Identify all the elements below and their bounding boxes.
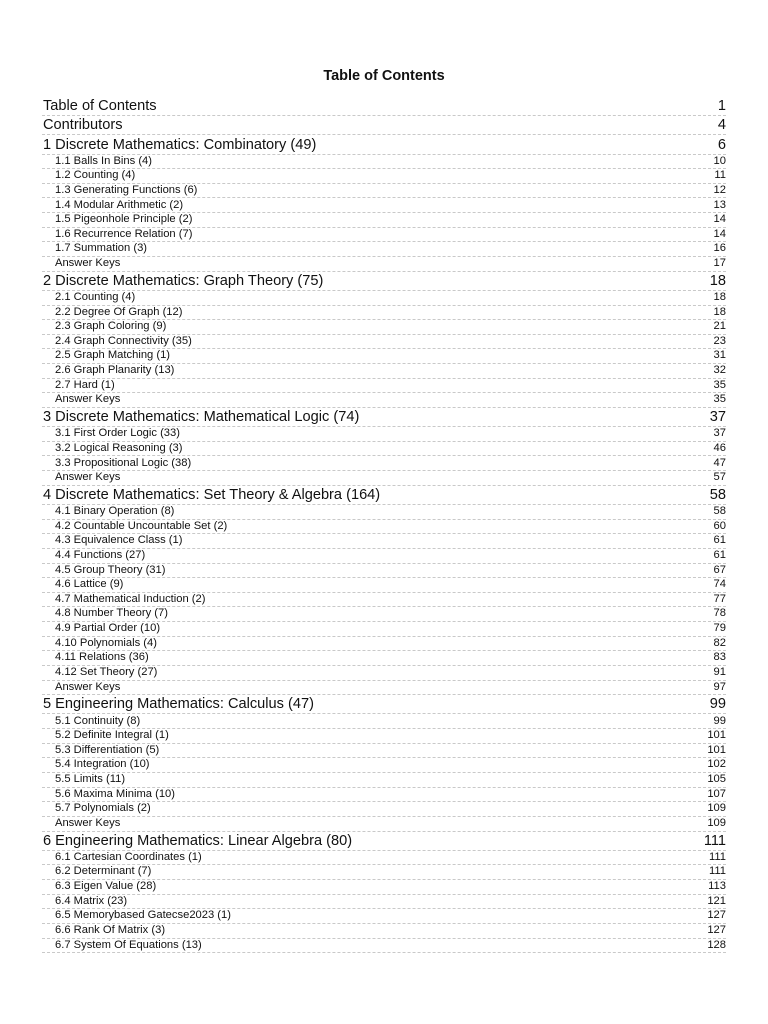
toc-section-entry[interactable] xyxy=(42,578,726,593)
toc-entry-label: Answer Keys xyxy=(55,471,121,484)
toc-section-entry[interactable] xyxy=(42,714,726,729)
toc-section-entry[interactable] xyxy=(42,802,726,817)
toc-page-number: 107 xyxy=(707,787,726,800)
toc-page-number: 83 xyxy=(713,651,726,664)
toc-section-entry[interactable] xyxy=(42,666,726,681)
toc-section-entry[interactable] xyxy=(42,520,726,535)
toc-entry-label: 3 Discrete Mathematics: Mathematical Logic (74) xyxy=(43,409,360,426)
toc-page-number: 10 xyxy=(713,154,726,167)
toc-section-entry[interactable] xyxy=(42,456,726,471)
toc-entry-label: 6.2 Determinant (7) xyxy=(55,865,152,878)
toc-page-number: 57 xyxy=(713,471,726,484)
toc-section-entry[interactable] xyxy=(42,379,726,394)
toc-entry-label: Answer Keys xyxy=(55,257,121,270)
toc-page-number: 35 xyxy=(713,378,726,391)
toc-page-number: 97 xyxy=(713,680,726,693)
toc-entry-label: 5.4 Integration (10) xyxy=(55,758,150,771)
toc-entry-label: 6.3 Eigen Value (28) xyxy=(55,880,157,893)
toc-entry-label: 1.6 Recurrence Relation (7) xyxy=(55,227,193,240)
toc-chapter-entry[interactable] xyxy=(42,135,726,154)
toc-section-entry[interactable] xyxy=(42,393,726,408)
toc-entry-label: 6.5 Memorybased Gatecse2023 (1) xyxy=(55,909,231,922)
toc-page-number: 13 xyxy=(713,198,726,211)
toc-section-entry[interactable] xyxy=(42,880,726,895)
toc-section-entry[interactable] xyxy=(42,257,726,272)
toc-section-entry[interactable] xyxy=(42,349,726,364)
toc-section-entry[interactable] xyxy=(42,939,726,954)
toc-page-number: 61 xyxy=(713,534,726,547)
toc-entry-label: 4.1 Binary Operation (8) xyxy=(55,504,175,517)
toc-page-number: 60 xyxy=(713,519,726,532)
toc-chapter-entry[interactable] xyxy=(42,116,726,135)
toc-section-entry[interactable] xyxy=(42,242,726,257)
toc-entry-label: 2.3 Graph Coloring (9) xyxy=(55,320,167,333)
toc-entry-label: 6.7 System Of Equations (13) xyxy=(55,938,202,951)
toc-section-entry[interactable] xyxy=(42,637,726,652)
toc-page-number: 17 xyxy=(713,257,726,270)
toc-chapter-entry[interactable] xyxy=(42,832,726,851)
toc-page-number: 67 xyxy=(713,563,726,576)
toc-page-number: 79 xyxy=(713,622,726,635)
toc-entry-label: 5.7 Polynomials (2) xyxy=(55,802,151,815)
toc-entry-label: 5.5 Limits (11) xyxy=(55,773,126,786)
toc-page-number: 99 xyxy=(713,714,726,727)
toc-page-number: 128 xyxy=(707,938,726,951)
toc-page-number: 32 xyxy=(713,364,726,377)
toc-chapter-entry[interactable] xyxy=(42,486,726,505)
toc-chapter-entry[interactable] xyxy=(42,695,726,714)
toc-page-number: 23 xyxy=(713,334,726,347)
toc-entry-label: 3.2 Logical Reasoning (3) xyxy=(55,441,183,454)
toc-entry-label: 4.5 Group Theory (31) xyxy=(55,563,166,576)
toc-page-number: 111 xyxy=(703,832,726,849)
toc-entry-label: 4.6 Lattice (9) xyxy=(55,578,124,591)
toc-section-entry[interactable] xyxy=(42,335,726,350)
toc-entry-label: 2 Discrete Mathematics: Graph Theory (75) xyxy=(43,272,324,289)
toc-page-number: 101 xyxy=(707,743,726,756)
toc-section-entry[interactable] xyxy=(42,788,726,803)
toc-section-entry[interactable] xyxy=(42,773,726,788)
toc-page-number: 78 xyxy=(713,607,726,620)
toc-section-entry[interactable] xyxy=(42,607,726,622)
toc-section-entry[interactable] xyxy=(42,364,726,379)
toc-entry-label: 5.2 Definite Integral (1) xyxy=(55,729,169,742)
toc-section-entry[interactable] xyxy=(42,505,726,520)
toc-section-entry[interactable] xyxy=(42,851,726,866)
toc-page-number: 1 xyxy=(717,98,726,115)
toc-section-entry[interactable] xyxy=(42,593,726,608)
toc-section-entry[interactable] xyxy=(42,909,726,924)
toc-entry-label: Answer Keys xyxy=(55,680,121,693)
toc-entry-label: 4 Discrete Mathematics: Set Theory & Algebra (164) xyxy=(43,486,381,503)
toc-entry-label: Contributors xyxy=(43,117,123,134)
toc-page-number: 47 xyxy=(713,456,726,469)
toc-section-entry[interactable] xyxy=(42,729,726,744)
toc-page-number: 109 xyxy=(707,802,726,815)
toc-entry-label: 4.2 Countable Uncountable Set (2) xyxy=(55,519,228,532)
toc-section-entry[interactable] xyxy=(42,184,726,199)
toc-page-number: 101 xyxy=(707,729,726,742)
toc-section-entry[interactable] xyxy=(42,865,726,880)
toc-page-number: 91 xyxy=(713,666,726,679)
toc-page-number: 46 xyxy=(713,441,726,454)
toc-entry-label: 5.6 Maxima Minima (10) xyxy=(55,787,175,800)
toc-section-entry[interactable] xyxy=(42,564,726,579)
toc-entry-label: 1.7 Summation (3) xyxy=(55,242,148,255)
toc-page-number: 74 xyxy=(713,578,726,591)
toc-entry-label: 3.3 Propositional Logic (38) xyxy=(55,456,192,469)
toc-entry-label: 4.12 Set Theory (27) xyxy=(55,666,158,679)
toc-page-number: 127 xyxy=(707,909,726,922)
toc-page-number: 11 xyxy=(714,169,726,182)
toc-chapter-entry[interactable] xyxy=(42,97,726,116)
toc-page-number: 14 xyxy=(713,213,726,226)
toc-entry-label: 4.8 Number Theory (7) xyxy=(55,607,168,620)
toc-section-entry[interactable] xyxy=(42,213,726,228)
toc-section-entry[interactable] xyxy=(42,169,726,184)
toc-entry-label: Answer Keys xyxy=(55,393,121,406)
table-of-contents xyxy=(42,97,726,953)
toc-section-entry[interactable] xyxy=(42,651,726,666)
toc-entry-label: 4.3 Equivalence Class (1) xyxy=(55,534,183,547)
toc-page-number: 18 xyxy=(709,272,726,289)
toc-page-number: 61 xyxy=(713,548,726,561)
toc-section-entry[interactable] xyxy=(42,155,726,170)
toc-page-number: 102 xyxy=(707,758,726,771)
toc-page-number: 31 xyxy=(713,349,726,362)
toc-entry-label: 3.1 First Order Logic (33) xyxy=(55,427,180,440)
toc-section-entry[interactable] xyxy=(42,924,726,939)
toc-page-number: 109 xyxy=(707,816,726,829)
toc-entry-label: 4.9 Partial Order (10) xyxy=(55,622,161,635)
toc-entry-label: 1.3 Generating Functions (6) xyxy=(55,183,198,196)
toc-chapter-entry[interactable] xyxy=(42,272,726,291)
toc-entry-label: 2.5 Graph Matching (1) xyxy=(55,349,171,362)
toc-entry-label: 4.10 Polynomials (4) xyxy=(55,636,157,649)
toc-page-number: 113 xyxy=(708,880,726,893)
toc-section-entry[interactable] xyxy=(42,549,726,564)
toc-entry-label: 4.4 Functions (27) xyxy=(55,548,146,561)
toc-page-number: 35 xyxy=(713,393,726,406)
toc-page-number: 16 xyxy=(713,242,726,255)
toc-page-number: 6 xyxy=(717,136,726,153)
toc-entry-label: 1.5 Pigeonhole Principle (2) xyxy=(55,213,193,226)
toc-entry-label: 2.4 Graph Connectivity (35) xyxy=(55,334,192,347)
toc-page-number: 111 xyxy=(708,865,726,878)
toc-page-number: 4 xyxy=(717,117,726,134)
toc-section-entry[interactable] xyxy=(42,622,726,637)
toc-section-entry[interactable] xyxy=(42,744,726,759)
toc-page-number: 58 xyxy=(713,504,726,517)
toc-entry-label: 6 Engineering Mathematics: Linear Algebra (80) xyxy=(43,832,353,849)
toc-page-number: 18 xyxy=(713,305,726,318)
toc-page-number: 121 xyxy=(707,894,726,907)
toc-page-number: 111 xyxy=(708,850,726,863)
toc-entry-label: Table of Contents xyxy=(43,98,157,115)
toc-page-number: 12 xyxy=(713,183,726,196)
toc-entry-label: 2.6 Graph Planarity (13) xyxy=(55,364,175,377)
toc-section-entry[interactable] xyxy=(42,442,726,457)
toc-section-entry[interactable] xyxy=(42,198,726,213)
toc-page-number: 105 xyxy=(707,773,726,786)
toc-page-number: 14 xyxy=(713,227,726,240)
toc-chapter-entry[interactable] xyxy=(42,408,726,427)
toc-entry-label: 2.1 Counting (4) xyxy=(55,290,136,303)
toc-page-number: 99 xyxy=(709,696,726,713)
toc-section-entry[interactable] xyxy=(42,471,726,486)
toc-entry-label: 4.7 Mathematical Induction (2) xyxy=(55,592,206,605)
toc-entry-label: 6.6 Rank Of Matrix (3) xyxy=(55,924,166,937)
toc-page-number: 37 xyxy=(709,409,726,426)
toc-section-entry[interactable] xyxy=(42,306,726,321)
toc-section-entry[interactable] xyxy=(42,681,726,696)
toc-section-entry[interactable] xyxy=(42,534,726,549)
toc-section-entry[interactable] xyxy=(42,895,726,910)
toc-section-entry[interactable] xyxy=(42,427,726,442)
toc-entry-label: 6.1 Cartesian Coordinates (1) xyxy=(55,850,202,863)
toc-page-number: 77 xyxy=(713,592,726,605)
toc-page-number: 58 xyxy=(709,486,726,503)
toc-entry-label: 5.3 Differentiation (5) xyxy=(55,743,160,756)
toc-section-entry[interactable] xyxy=(42,758,726,773)
toc-page-number: 21 xyxy=(713,320,726,333)
toc-entry-label: 4.11 Relations (36) xyxy=(55,651,149,664)
toc-entry-label: 1 Discrete Mathematics: Combinatory (49) xyxy=(43,136,317,153)
toc-page-number: 37 xyxy=(713,427,726,440)
toc-entry-label: 2.7 Hard (1) xyxy=(55,378,115,391)
toc-entry-label: 2.2 Degree Of Graph (12) xyxy=(55,305,183,318)
toc-section-entry[interactable] xyxy=(42,320,726,335)
toc-entry-label: 6.4 Matrix (23) xyxy=(55,894,128,907)
toc-entry-label: 1.2 Counting (4) xyxy=(55,169,136,182)
toc-page-number: 18 xyxy=(713,290,726,303)
toc-section-entry[interactable] xyxy=(42,291,726,306)
toc-section-entry[interactable] xyxy=(42,228,726,243)
page-title: Table of Contents xyxy=(323,68,445,84)
toc-entry-label: 5 Engineering Mathematics: Calculus (47) xyxy=(43,696,314,713)
toc-section-entry[interactable] xyxy=(42,817,726,832)
toc-entry-label: 1.1 Balls In Bins (4) xyxy=(55,154,153,167)
toc-page-number: 127 xyxy=(707,924,726,937)
toc-entry-label: 1.4 Modular Arithmetic (2) xyxy=(55,198,184,211)
toc-page-number: 82 xyxy=(713,636,726,649)
toc-entry-label: Answer Keys xyxy=(55,816,121,829)
toc-entry-label: 5.1 Continuity (8) xyxy=(55,714,141,727)
